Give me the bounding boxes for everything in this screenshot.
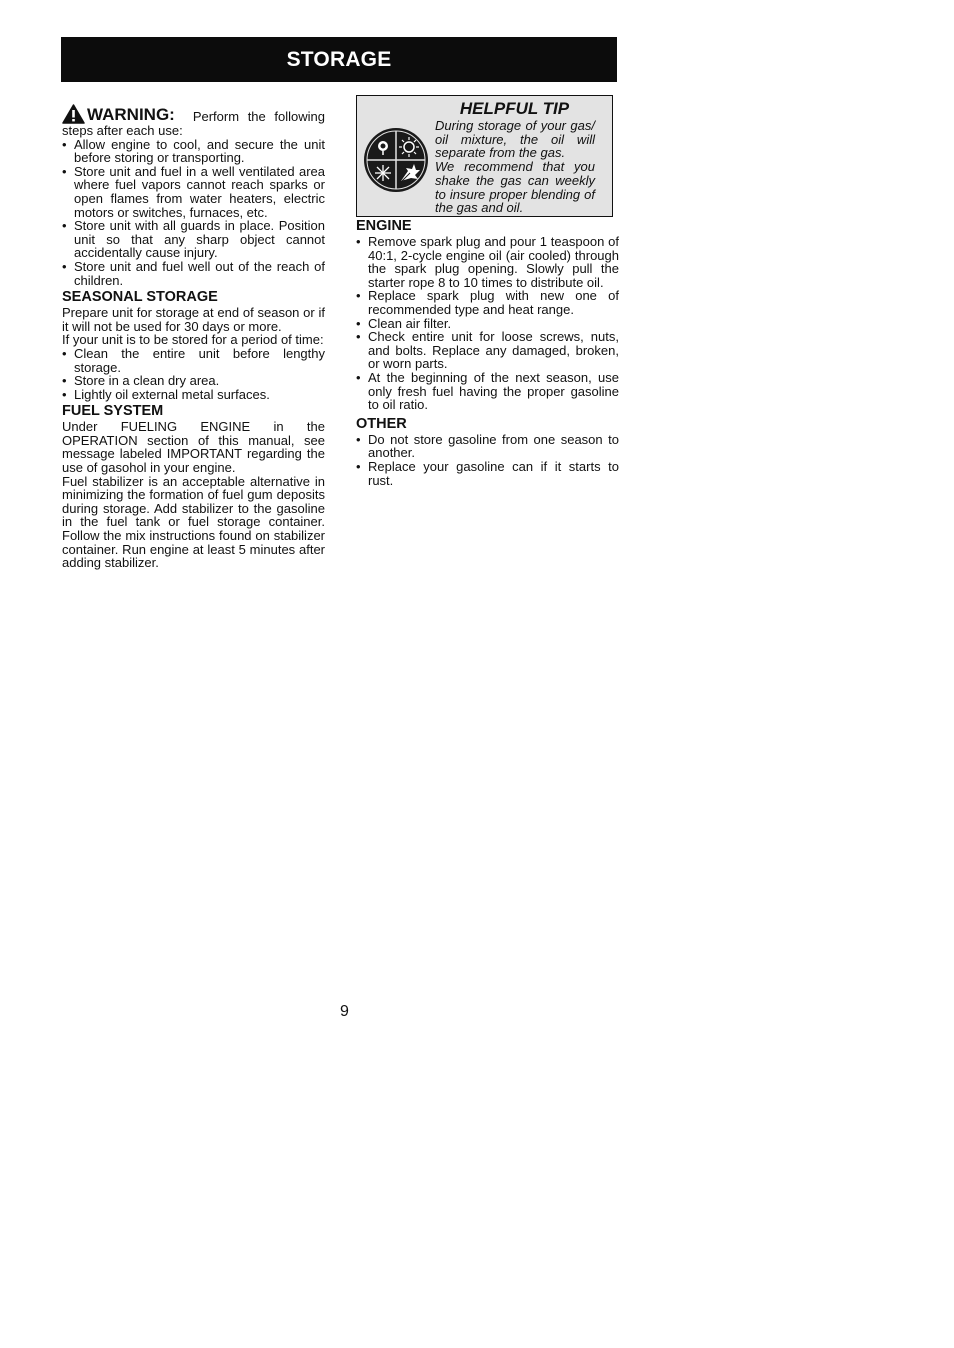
page-title: STORAGE <box>61 37 617 82</box>
list-item: • Store unit with all guards in place. Position unit so that any sharp object cannot accidentally cause injury. <box>62 219 325 260</box>
list-item: • Remove spark plug and pour 1 teaspoon of 40:1, 2-cycle engine oil (air cooled) through the spark plug opening. Slowly pull the starter rope 8 to 10 times to distribute oil. <box>356 235 619 289</box>
helpful-tip-text <box>435 119 595 215</box>
page-number: 9 <box>340 1003 349 1020</box>
seasonal-para: Prepare unit for storage at end of season or if it will not be used for 30 days or more. <box>62 305 325 334</box>
list-item: • Replace your gasoline can if it starts to rust. <box>356 460 619 487</box>
list-item: • Clean air filter. <box>356 317 619 331</box>
left-column <box>62 104 325 570</box>
list-item: • At the beginning of the next season, use only fresh fuel having the proper gasoline to oil ratio. <box>356 371 619 412</box>
list-item: • Allow engine to cool, and secure the unit before storing or transporting. <box>62 138 325 165</box>
list-item: • Store unit and fuel well out of the reach of children. <box>62 260 325 287</box>
warning-intro-continued: steps after each use: <box>62 123 183 138</box>
engine-heading: ENGINE <box>356 218 412 234</box>
list-item: • Lightly oil external metal surfaces. <box>62 388 325 402</box>
tip-line: During storage of your gas/ oil mixture, the oil will separate from the gas. <box>435 118 595 161</box>
fuel-system-heading: FUEL SYSTEM <box>62 403 164 420</box>
seasons-icon <box>362 126 430 194</box>
helpful-tip-box <box>356 95 613 217</box>
helpful-tip-title: HELPFUL TIP <box>459 99 570 118</box>
right-column <box>356 95 619 487</box>
list-item: • Check entire unit for loose screws, nuts, and bolts. Replace any damaged, broken, or worn parts. <box>356 330 619 371</box>
warning-intro: Perform the following <box>192 109 325 125</box>
list-item: • Do not store gasoline from one season to another. <box>356 433 619 460</box>
other-list <box>356 433 619 487</box>
list-item: • Replace spark plug with new one of recommended type and heat range. <box>356 289 619 316</box>
seasonal-storage-heading: SEASONAL STORAGE <box>62 289 218 306</box>
warning-label: WARNING: <box>87 105 175 124</box>
seasonal-para: If your unit is to be stored for a period of time: <box>62 332 324 348</box>
tip-line: We recommend that you shake the gas can weekly to insure proper blending of the gas and oil. <box>435 159 595 216</box>
list-item: • Clean the entire unit before lengthy storage. <box>62 347 325 374</box>
seasonal-list <box>62 347 325 401</box>
fuel-para: Under FUELING ENGINE in the OPERATION section of this manual, see message labeled IMPORTANT regarding the use of gasohol in your engine. <box>62 419 325 476</box>
warning-icon <box>62 104 85 124</box>
fuel-para: Fuel stabilizer is an acceptable alternative in minimizing the formation of fuel gum deposits during storage. Add stabilizer to the gasoline in the fuel tank or fuel storage container. Follow the mix instructions found on stabilizer container. Run engine at least 5 minutes after adding stabilizer. <box>62 473 325 571</box>
engine-list <box>356 235 619 412</box>
other-heading: OTHER <box>356 415 407 432</box>
list-item: • Store unit and fuel in a well ventilated area where fuel vapors cannot reach sparks or open flames from water heaters, electric motors or switches, furnaces, etc. <box>62 165 325 219</box>
warning-heading <box>62 104 325 124</box>
list-item: • Store in a clean dry area. <box>62 374 325 388</box>
warning-list <box>62 138 325 288</box>
